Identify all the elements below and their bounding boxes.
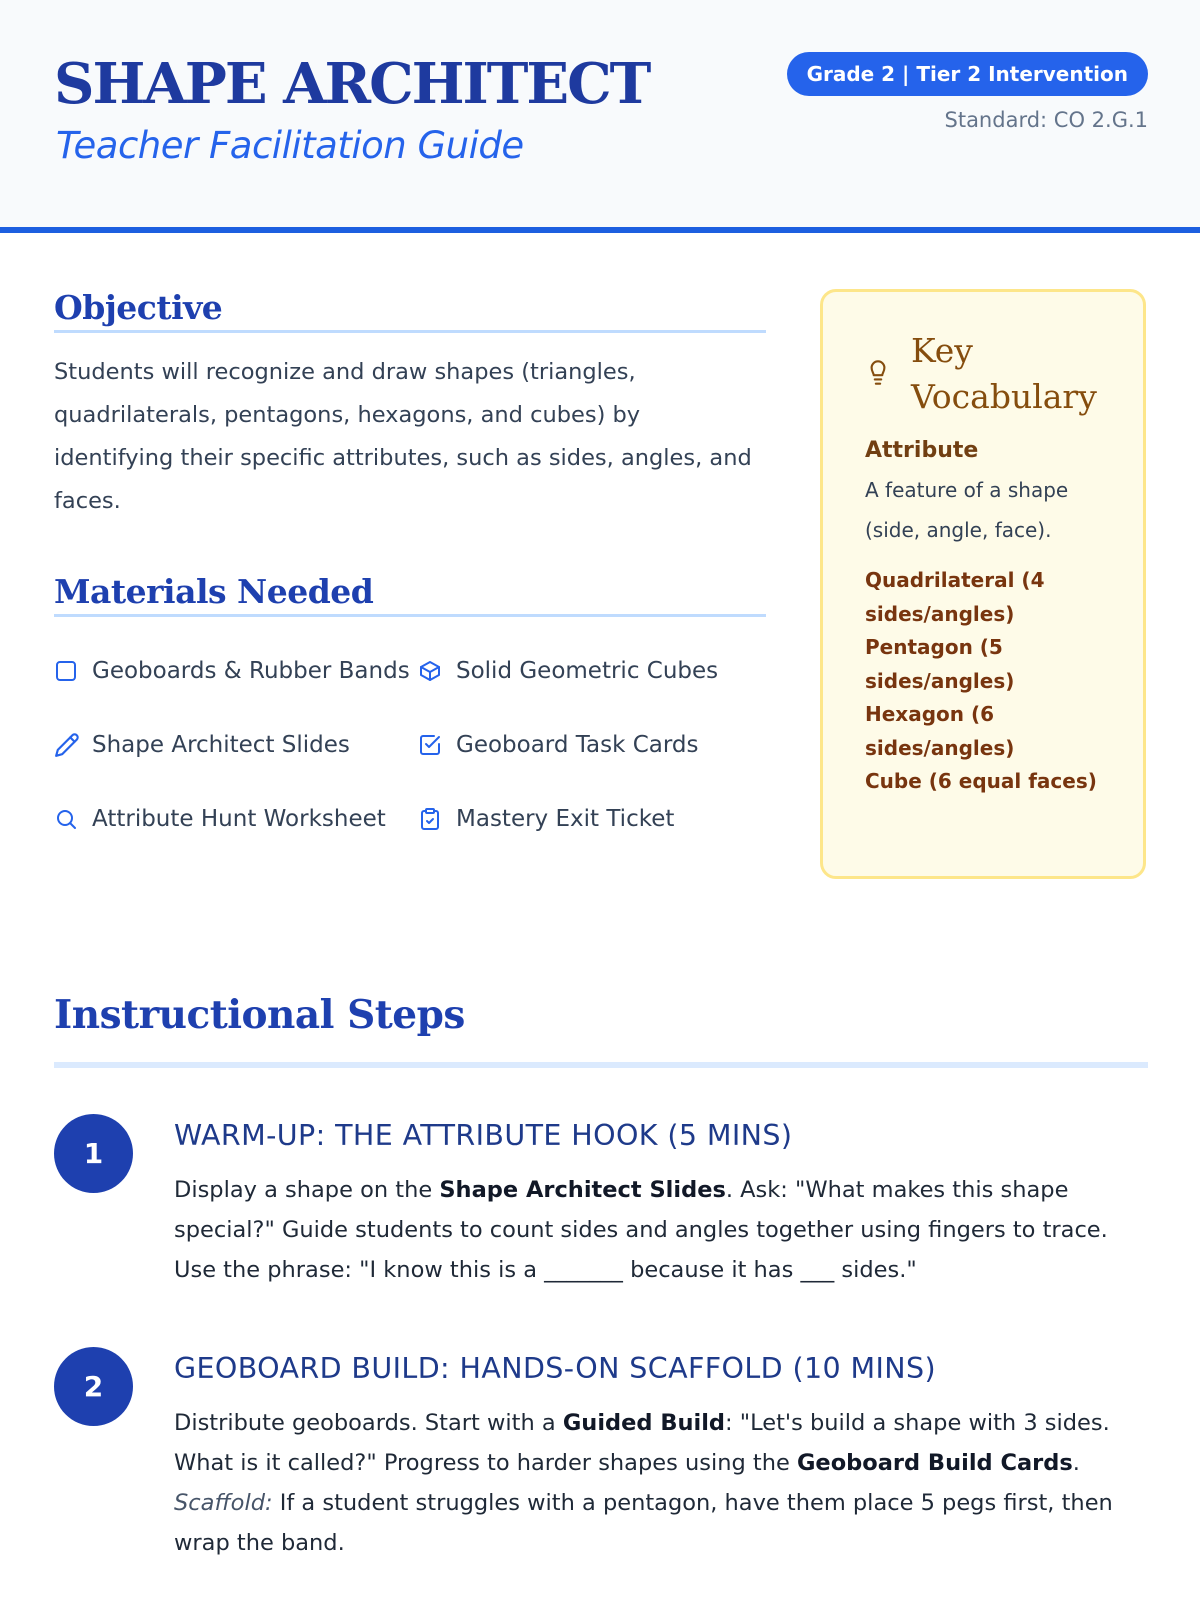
vocab-term-item: Quadrilateral (4 sides/angles) — [865, 568, 1045, 626]
vocab-term-item: Cube (6 equal faces) — [865, 769, 1097, 793]
material-label: Attribute Hunt Worksheet — [92, 806, 386, 832]
vocabulary-heading: Key Vocabulary — [911, 331, 1097, 416]
pencil-icon — [54, 732, 92, 758]
step-text — [174, 1403, 1148, 1563]
step-text-part: . — [1072, 1450, 1080, 1476]
instructional-steps-section — [54, 990, 1148, 1556]
vocab-term-item: Hexagon (6 sides/angles) — [865, 702, 1015, 760]
step-text-bold: Geoboard Build Cards — [796, 1450, 1073, 1476]
materials-section — [54, 570, 766, 851]
step-text-part: Display a shape on the — [174, 1177, 440, 1203]
section-divider — [54, 614, 766, 617]
step-body — [174, 1114, 1148, 1290]
step-number-badge: 2 — [54, 1347, 133, 1426]
step-number-badge: 1 — [54, 1114, 133, 1193]
page-subtitle: Teacher Facilitation Guide — [56, 124, 524, 167]
page-header — [0, 0, 1200, 233]
scaffold-label: Scaffold: — [174, 1490, 273, 1516]
objective-text: Students will recognize and draw shapes (triangles, quadrilaterals, pentagons, hexagons, and cubes) by identifying their specific attributes, such as sides, angles, and faces. — [54, 359, 752, 514]
material-label: Mastery Exit Ticket — [456, 806, 675, 832]
objective-heading: Objective — [54, 288, 223, 327]
section-divider — [54, 1062, 1148, 1068]
lightbulb-icon — [865, 356, 911, 393]
vocab-term-item: Pentagon (5 sides/angles) — [865, 635, 1015, 693]
step-title: GEOBOARD BUILD: HANDS-ON SCAFFOLD (10 MINS) — [174, 1352, 937, 1385]
material-item — [54, 639, 418, 703]
section-divider — [54, 330, 766, 333]
step-text-bold: Shape Architect Slides — [439, 1177, 726, 1203]
material-item — [54, 713, 418, 777]
step-title: WARM-UP: THE ATTRIBUTE HOOK (5 MINS) — [174, 1119, 793, 1152]
vocabulary-header — [865, 328, 1123, 420]
material-item — [54, 787, 418, 851]
objective-section — [54, 286, 766, 523]
grade-tier-badge: Grade 2 | Tier 2 Intervention — [787, 52, 1148, 96]
key-vocabulary-card — [820, 289, 1146, 879]
step-text-bold: Guided Build — [562, 1410, 726, 1436]
step-body — [174, 1347, 1148, 1563]
material-item — [418, 787, 766, 851]
material-item — [418, 713, 766, 777]
clipboard-check-icon — [418, 807, 456, 831]
vocab-term: Attribute — [865, 438, 979, 463]
vocab-definition: A feature of a shape (side, angle, face). — [865, 478, 1069, 542]
checkbox-icon — [418, 733, 456, 757]
material-label: Geoboards & Rubber Bands — [92, 658, 410, 684]
standard-label: Standard: CO 2.G.1 — [944, 108, 1148, 132]
material-item — [418, 639, 766, 703]
materials-heading: Materials Needed — [54, 572, 374, 611]
material-label: Geoboard Task Cards — [456, 732, 699, 758]
step-text-part: Distribute geoboards. Start with a — [174, 1410, 563, 1436]
material-label: Solid Geometric Cubes — [456, 658, 719, 684]
materials-list — [54, 639, 766, 851]
step-text — [174, 1170, 1148, 1290]
page-title: SHAPE ARCHITECT — [54, 51, 650, 117]
step-text-part: . Ask: "What makes this shape special?" Guide students to count sides and angles together using fingers to trace. Use the phrase: "I know this is a _______ because it has ___ sides." — [174, 1177, 1108, 1283]
steps-heading: Instructional Steps — [54, 992, 465, 1038]
material-label: Shape Architect Slides — [92, 732, 350, 758]
square-icon — [54, 659, 92, 683]
step-text-part: : "Let's build a shape with 3 sides. What is it called?" Progress to harder shapes using the — [174, 1410, 1110, 1476]
search-icon — [54, 807, 92, 831]
vocab-term-list — [865, 564, 1123, 799]
cube-icon — [418, 659, 456, 683]
scaffold-text: If a student struggles with a pentagon, have them place 5 pegs first, then wrap the band. — [174, 1490, 1113, 1556]
